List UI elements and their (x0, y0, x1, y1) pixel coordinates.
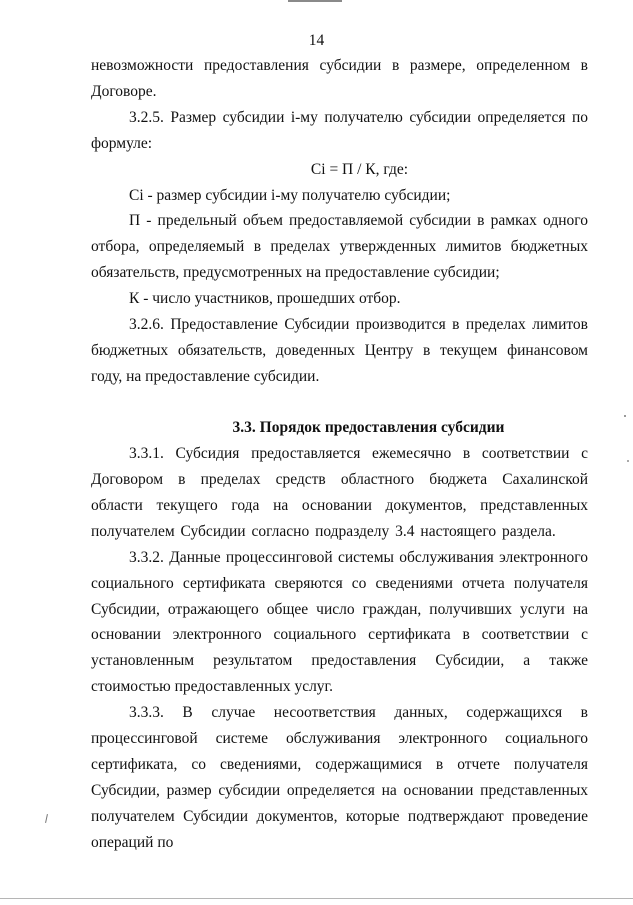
paragraph-continuation: невозможности предоставления субсидии в размере, определенном в Договоре. (91, 57, 588, 100)
paragraph-3-3-2: 3.3.2. Данные процессинговой системы обслуживания электронного социального сертификата сверяются со сведениями отчета получателя Субсидии, отражающего общее число граждан, получивших услуги на основании электронного социального сертификата в соответствии с установленным результатом предоставления Субсидии, а также стоимостью предоставленных услуг. (91, 548, 588, 696)
scan-artifact-dot (624, 415, 626, 417)
scan-artifact-bottom (0, 898, 633, 899)
scan-artifact-dot (627, 460, 629, 462)
document-body (91, 53, 588, 856)
definition-p: П - предельный объем предоставляемой субсидии в рамках одного отбора, определяемый в пределах утвержденных лимитов бюджетных обязательств, предусмотренных на предоставление субсидии; (91, 212, 588, 282)
paragraph-3-2-6: 3.2.6. Предоставление Субсидии производится в пределах лимитов бюджетных обязательств, доведенных Центру в текущем финансовом году, на предоставление субсидии. (91, 316, 588, 385)
definition-ci: Ci - размер субсидии i-му получателю субсидии; (129, 186, 451, 204)
page-number: 14 (308, 32, 325, 49)
subsidy-formula: Ci = П / К, где: (310, 160, 409, 178)
paragraph-3-2-5: 3.2.5. Размер субсидии i-му получателю субсидии определяется по формуле: (91, 108, 588, 152)
definition-k: К - число участников, прошедших отбор. (129, 290, 401, 308)
paragraph-3-3-1: 3.3.1. Субсидия предоставляется ежемесячно в соответствии с Договором в пределах средств областного бюджета Сахалинской области текущего года на основании документов, представленных получателем Субсидии согласно подразделу 3.4 настоящего раздела. (91, 445, 588, 540)
scan-artifact-mark (45, 814, 48, 823)
paragraph-3-3-3: 3.3.3. В случае несоответствия данных, содержащихся в процессинговой системе обслуживания электронного социального сертификата, со сведениями, содержащимися в отчете получателя Субсидии, размер субсидии определяется на основании представленных получателем Субсидии документов, которые подтверждают проведение операций по (91, 704, 588, 851)
section-heading: 3.3. Порядок предоставления субсидии (232, 419, 505, 437)
scan-artifact-top (288, 0, 342, 2)
